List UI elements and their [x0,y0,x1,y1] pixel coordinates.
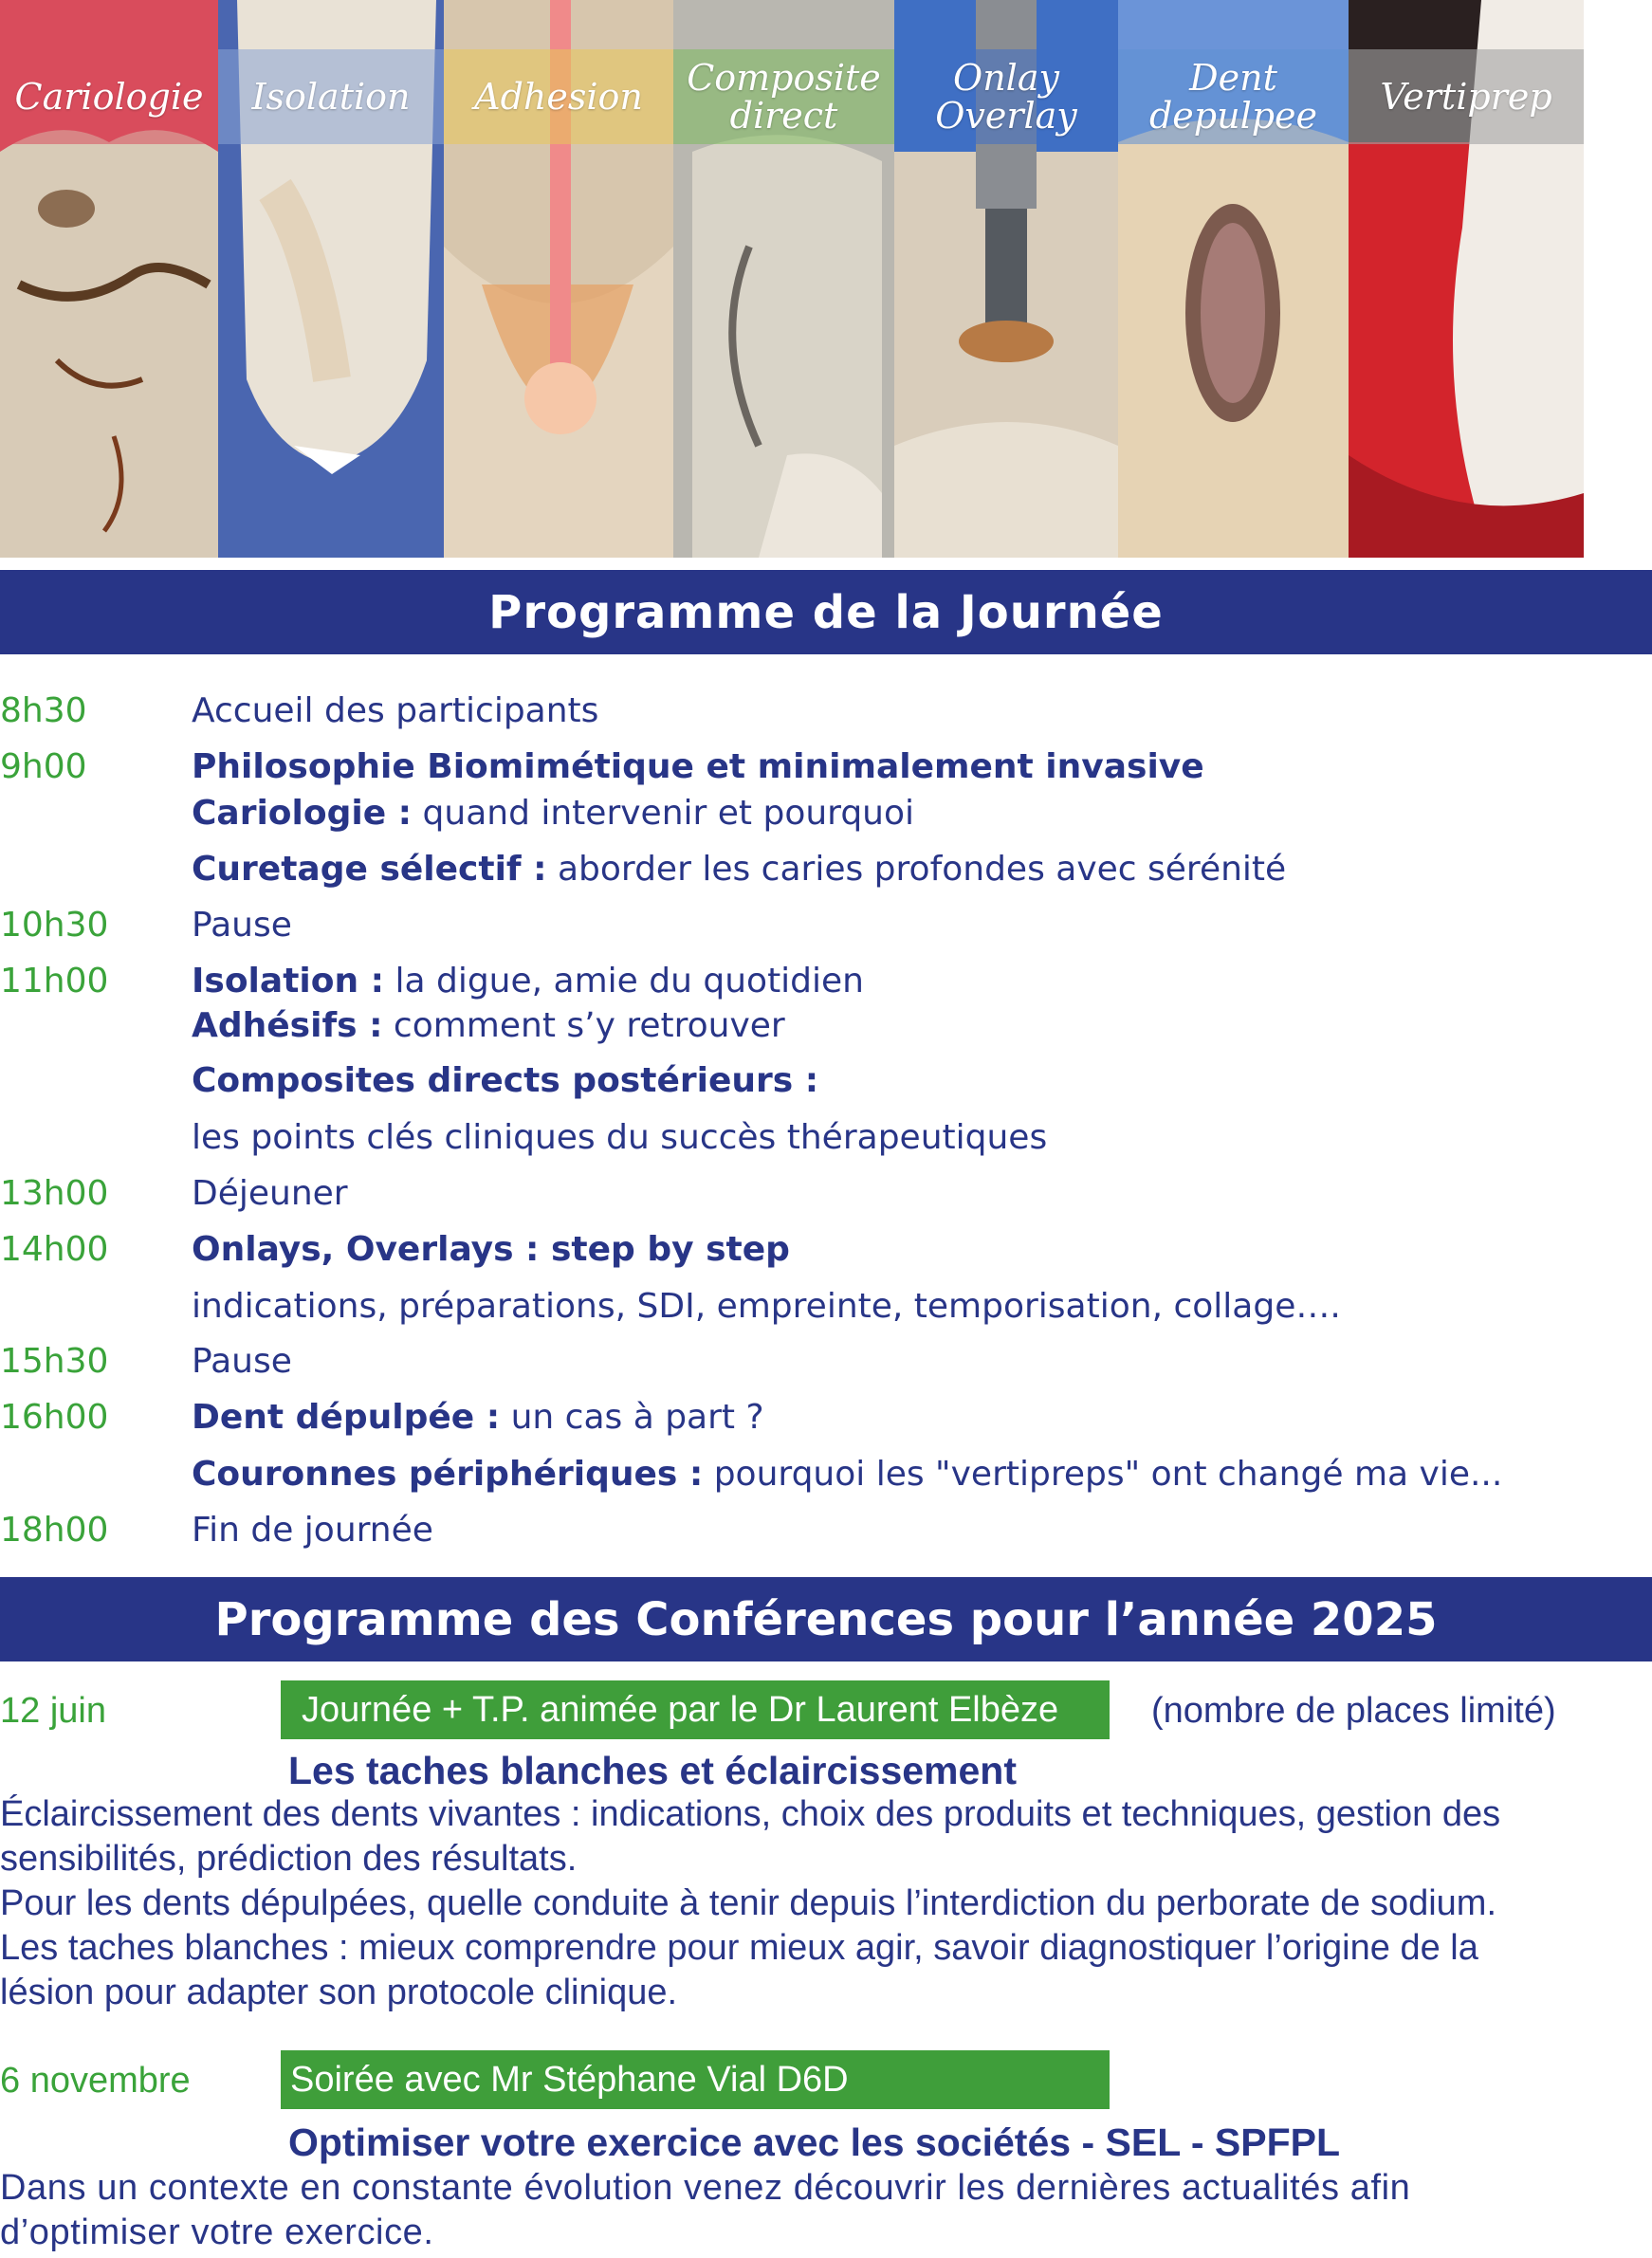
conference-speaker-box: Soirée avec Mr Stéphane Vial D6D [281,2050,1110,2109]
schedule-time: 18h00 [0,1511,109,1550]
banner-label: Onlay Overlay [894,49,1118,144]
schedule-row [0,787,1652,840]
schedule-detail: quand intervenir et pourquoi [412,794,915,833]
schedule-detail: Déjeuner [192,1174,348,1213]
schedule-topic: Isolation : [192,962,385,1000]
banner-panel-dent-depulpee [1118,0,1349,558]
schedule-row [0,1391,1652,1444]
schedule-description [192,1280,1341,1333]
schedule-description [192,843,1286,896]
schedule-detail: un cas à part ? [500,1398,764,1437]
schedule-row [0,1448,1652,1501]
schedule-row [0,1167,1652,1221]
conference-paragraph: Éclaircissement des dents vivantes : indications, choix des produits et techniques, gestion des sensibilités, prédiction des résultats. [0,1794,1501,1879]
banner-panel-cariologie [0,0,218,558]
banner-label: Vertiprep [1349,49,1584,144]
schedule-row [0,843,1652,896]
banner-panel-vertiprep [1349,0,1584,558]
conference-paragraph: Dans un contexte en constante évolution venez découvrir les dernières actualités afin d’optimiser votre exercice. [0,2168,1411,2252]
schedule-description [192,1504,433,1557]
schedule-description [192,1448,1502,1501]
schedule-description [192,1055,818,1108]
conference-paragraph: Les taches blanches : mieux comprendre pour mieux agir, savoir diagnostiquer l’origine de la lésion pour adapter son protocole clinique. [0,1928,1478,2012]
schedule-detail: comment s’y retrouver [382,1006,785,1045]
schedule-time: 11h00 [0,962,109,1000]
schedule-row [0,1504,1652,1557]
conference-date: 6 novembre [0,2061,191,2101]
limited-places-note: (nombre de places limité) [1151,1691,1556,1731]
schedule-row [0,1055,1652,1108]
conferences-header: Programme des Conférences pour l’année 2025 [0,1577,1652,1661]
banner-label: Composite direct [673,49,894,144]
conference-description [0,2166,1574,2255]
programme-header: Programme de la Journée [0,570,1652,654]
schedule-description [192,899,292,952]
schedule-row [0,741,1652,794]
schedule-detail: indications, préparations, SDI, empreinte, temporisation, collage…. [192,1287,1341,1326]
schedule-topic: Curetage sélectif : [192,850,547,889]
schedule-time: 13h00 [0,1174,109,1213]
schedule-row [0,1335,1652,1388]
schedule-topic: Cariologie : [192,794,413,833]
schedule-time: 10h30 [0,906,109,945]
conference-paragraph: Pour les dents dépulpées, quelle conduite à tenir depuis l’interdiction du perborate de sodium. [0,1883,1497,1923]
banner-label: Adhesion [444,49,673,144]
photo-banner [0,0,1584,558]
schedule-topic: Philosophie Biomimétique et minimalement invasive [192,747,1204,786]
schedule-topic: Adhésifs : [192,1006,383,1045]
schedule-row [0,1280,1652,1333]
schedule-row [0,1223,1652,1276]
schedule-description [192,685,598,738]
schedule-detail: aborder les caries profondes avec sérénité [546,850,1287,889]
schedule-topic: Onlays, Overlays : step by step [192,1230,790,1269]
schedule-row [0,685,1652,738]
conference-title: Optimiser votre exercice avec les sociétés - SEL - SPFPL [288,2120,1341,2164]
banner-panel-composite-direct [673,0,894,558]
schedule-detail: pourquoi les "vertipreps" ont changé ma vie... [703,1455,1503,1494]
schedule-description [192,1223,790,1276]
schedule-row [0,1111,1652,1165]
banner-panel-onlay-overlay [894,0,1118,558]
schedule-detail: Pause [192,906,292,945]
schedule-detail: la digue, amie du quotidien [384,962,864,1000]
conference-title: Les taches blanches et éclaircissement [288,1749,1018,1792]
schedule-row [0,899,1652,952]
schedule-detail: Fin de journée [192,1511,433,1550]
banner-panel-adhesion [444,0,673,558]
banner-panel-isolation [218,0,444,558]
schedule-topic: Couronnes périphériques : [192,1455,704,1494]
schedule-time: 15h30 [0,1342,109,1381]
banner-label: Isolation [218,49,444,144]
schedule-description [192,1000,785,1053]
schedule-detail: Pause [192,1342,292,1381]
conference-date: 12 juin [0,1691,106,1731]
schedule-topic: Composites directs postérieurs : [192,1061,819,1100]
schedule-time: 8h30 [0,691,87,730]
conference-description [0,1792,1574,2015]
schedule-description [192,1111,1047,1165]
schedule-time: 16h00 [0,1398,109,1437]
schedule-description [192,787,914,840]
schedule-time: 14h00 [0,1230,109,1269]
banner-label: Cariologie [0,49,218,144]
schedule-detail: Accueil des participants [192,691,599,730]
schedule-description [192,1335,292,1388]
schedule-description [192,1391,764,1444]
conference-speaker-box: Journée + T.P. animée par le Dr Laurent Elbèze [281,1680,1110,1739]
schedule-time: 9h00 [0,747,87,786]
schedule-topic: Dent dépulpée : [192,1398,501,1437]
schedule-detail: les points clés cliniques du succès thérapeutiques [192,1118,1048,1157]
schedule-row [0,1000,1652,1053]
schedule-description [192,741,1204,794]
banner-label: Dent depulpee [1118,49,1349,144]
schedule-description [192,1167,348,1221]
